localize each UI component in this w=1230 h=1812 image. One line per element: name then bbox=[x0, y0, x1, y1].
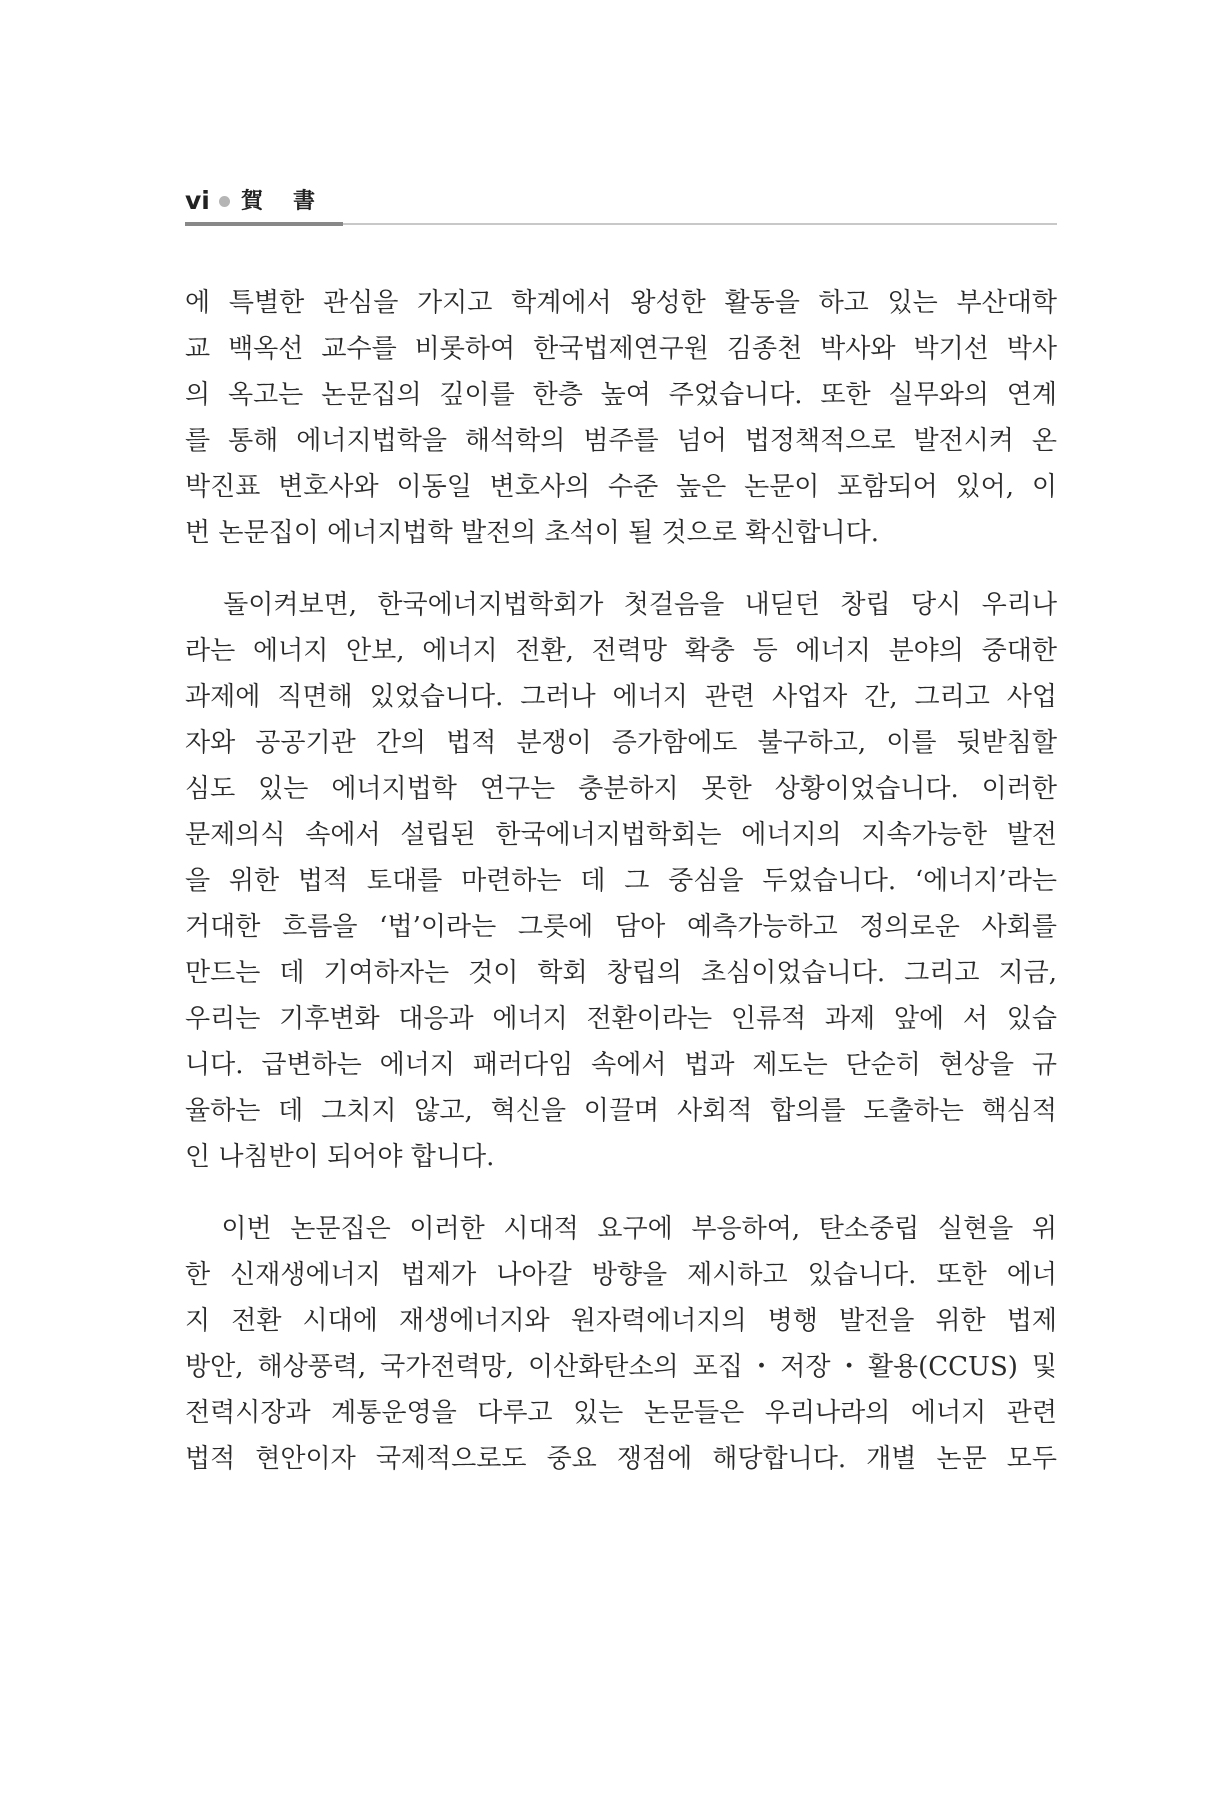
paragraph bbox=[185, 582, 1057, 1180]
text-line: 이번 논문집은 이러한 시대적 요구에 부응하여, 탄소중립 실현을 위 bbox=[185, 1214, 1057, 1244]
paragraph bbox=[185, 280, 1057, 556]
text-line: 만드는 데 기여하자는 것이 학회 창립의 초심이었습니다. 그리고 지금, bbox=[185, 958, 1057, 988]
text-line: 과제에 직면해 있었습니다. 그러나 에너지 관련 사업자 간, 그리고 사업 bbox=[185, 682, 1057, 712]
text-line: 자와 공공기관 간의 법적 분쟁이 증가함에도 불구하고, 이를 뒷받침할 bbox=[185, 728, 1057, 758]
text-line: 번 논문집이 에너지법학 발전의 초석이 될 것으로 확신합니다. bbox=[185, 518, 880, 548]
text-line: 에 특별한 관심을 가지고 학계에서 왕성한 활동을 하고 있는 부산대학 bbox=[185, 288, 1057, 318]
bullet-dot-icon bbox=[219, 196, 230, 207]
text-line: 라는 에너지 안보, 에너지 전환, 전력망 확충 등 에너지 분야의 중대한 bbox=[185, 636, 1057, 666]
text-line: 우리는 기후변화 대응과 에너지 전환이라는 인류적 과제 앞에 서 있습 bbox=[185, 1004, 1057, 1034]
text-line: 박진표 변호사와 이동일 변호사의 수준 높은 논문이 포함되어 있어, 이 bbox=[185, 472, 1057, 502]
text-line: 니다. 급변하는 에너지 패러다임 속에서 법과 제도는 단순히 현상을 규 bbox=[185, 1050, 1057, 1080]
paragraph bbox=[185, 1206, 1057, 1482]
paragraph-gap bbox=[185, 1180, 1057, 1206]
running-header bbox=[185, 186, 1057, 226]
text-line: 인 나침반이 되어야 합니다. bbox=[185, 1142, 495, 1172]
text-line: 을 위한 법적 토대를 마련하는 데 그 중심을 두었습니다. ‘에너지’라는 bbox=[185, 866, 1057, 896]
paragraph-gap bbox=[185, 556, 1057, 582]
running-title: 賀書 bbox=[241, 188, 346, 214]
text-line: 교 백옥선 교수를 비롯하여 한국법제연구원 김종천 박사와 박기선 박사 bbox=[185, 334, 1057, 364]
text-line: 한 신재생에너지 법제가 나아갈 방향을 제시하고 있습니다. 또한 에너 bbox=[185, 1260, 1057, 1290]
page-number: vi bbox=[185, 186, 210, 215]
text-line: 법적 현안이자 국제적으로도 중요 쟁점에 해당합니다. 개별 논문 모두 bbox=[185, 1444, 1057, 1474]
text-line: 의 옥고는 논문집의 깊이를 한층 높여 주었습니다. 또한 실무와의 연계 bbox=[185, 380, 1057, 410]
text-line: 심도 있는 에너지법학 연구는 충분하지 못한 상황이었습니다. 이러한 bbox=[185, 774, 1057, 804]
text-line: 율하는 데 그치지 않고, 혁신을 이끌며 사회적 합의를 도출하는 핵심적 bbox=[185, 1096, 1057, 1126]
body-text bbox=[185, 280, 1057, 1482]
text-line: 방안, 해상풍력, 국가전력망, 이산화탄소의 포집・저장・활용(CCUS) 및 bbox=[185, 1352, 1057, 1382]
text-line: 돌이켜보면, 한국에너지법학회가 첫걸음을 내딛던 창립 당시 우리나 bbox=[185, 590, 1057, 620]
text-line: 전력시장과 계통운영을 다루고 있는 논문들은 우리나라의 에너지 관련 bbox=[185, 1398, 1057, 1428]
text-line: 를 통해 에너지법학을 해석학의 범주를 넘어 법정책적으로 발전시켜 온 bbox=[185, 426, 1057, 456]
text-line: 문제의식 속에서 설립된 한국에너지법학회는 에너지의 지속가능한 발전 bbox=[185, 820, 1057, 850]
header-rule-accent bbox=[185, 222, 343, 226]
text-line: 지 전환 시대에 재생에너지와 원자력에너지의 병행 발전을 위한 법제 bbox=[185, 1306, 1057, 1336]
text-line: 거대한 흐름을 ‘법’이라는 그릇에 담아 예측가능하고 정의로운 사회를 bbox=[185, 912, 1057, 942]
